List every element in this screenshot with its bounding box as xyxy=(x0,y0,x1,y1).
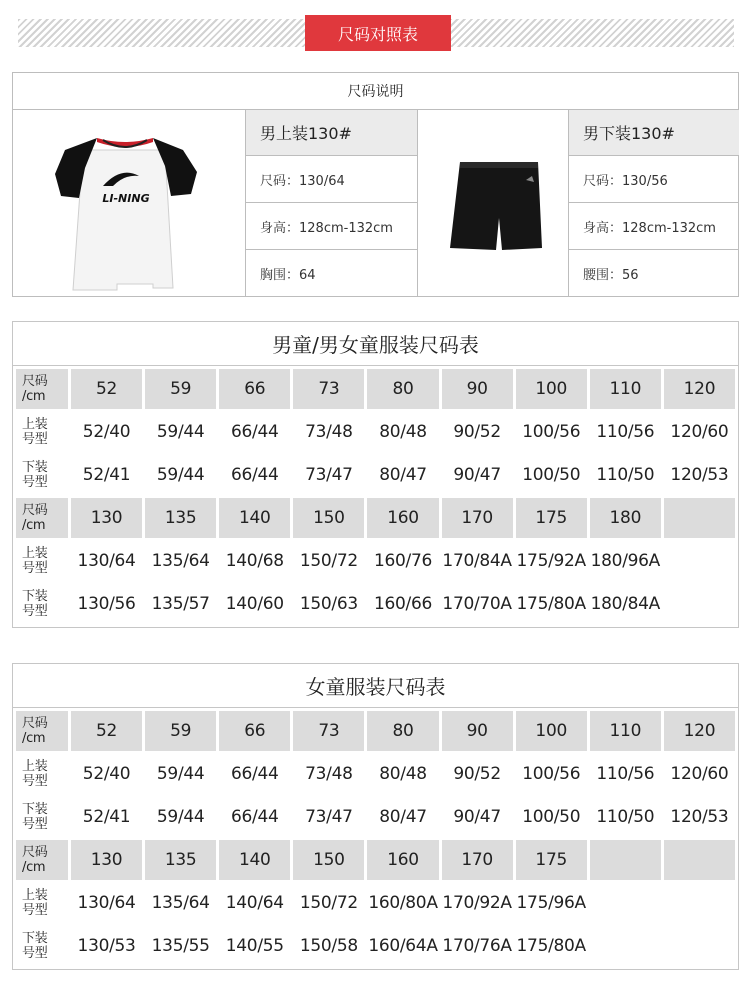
size-header-cell: 66 xyxy=(219,711,290,751)
size-cell: 52/41 xyxy=(71,797,142,837)
row-label-line: 尺码 xyxy=(22,374,48,389)
size-cell: 130/64 xyxy=(71,883,142,923)
row-label-line: 号型 xyxy=(22,432,48,447)
size-header-cell: 100 xyxy=(516,369,587,409)
size-header-cell: 110 xyxy=(590,711,661,751)
top-info-chest: 胸围：64 xyxy=(260,268,316,283)
size-header-cell: 180 xyxy=(590,498,661,538)
size-cell: 130/53 xyxy=(71,926,142,966)
size-cell: 100/50 xyxy=(516,455,587,495)
size-cell: 135/55 xyxy=(145,926,216,966)
size-cell: 52/40 xyxy=(71,754,142,794)
top-info-name: 男上装130# xyxy=(246,110,417,156)
row-label-line: /cm xyxy=(22,731,46,746)
row-label-line: 号型 xyxy=(22,903,48,918)
row-label-line: 号型 xyxy=(22,604,48,619)
row-label xyxy=(16,840,68,880)
row-label-line: 上装 xyxy=(22,759,48,774)
size-header-cell: 150 xyxy=(293,498,364,538)
size-cell: 73/47 xyxy=(293,797,364,837)
size-header-cell xyxy=(664,498,735,538)
bottom-info-name: 男下装130# xyxy=(569,110,739,156)
row-label xyxy=(16,584,68,624)
size-cell: 120/60 xyxy=(664,754,735,794)
size-cell: 90/47 xyxy=(442,797,513,837)
row-label-line: 上装 xyxy=(22,888,48,903)
size-header-cell: 100 xyxy=(516,711,587,751)
boys-size-table xyxy=(12,321,739,628)
size-header-cell: 120 xyxy=(664,711,735,751)
row-label-line: 号型 xyxy=(22,817,48,832)
table-row xyxy=(16,711,735,751)
size-header-cell: 110 xyxy=(590,369,661,409)
size-cell: 170/70A xyxy=(442,584,513,624)
row-label-line: 下装 xyxy=(22,589,48,604)
size-cell: 80/48 xyxy=(367,412,438,452)
size-cell: 140/64 xyxy=(219,883,290,923)
size-cell: 130/64 xyxy=(71,541,142,581)
bottom-info xyxy=(568,110,739,297)
size-header-cell: 170 xyxy=(442,840,513,880)
size-cell: 52/41 xyxy=(71,455,142,495)
size-header-cell: 150 xyxy=(293,840,364,880)
size-header-cell: 90 xyxy=(442,369,513,409)
size-cell xyxy=(590,926,661,966)
size-cell: 80/47 xyxy=(367,797,438,837)
size-cell: 140/68 xyxy=(219,541,290,581)
bottom-info-size: 尺码：130/56 xyxy=(569,156,739,203)
girls-table-title: 女童服装尺码表 xyxy=(13,664,738,708)
size-header-cell: 66 xyxy=(219,369,290,409)
size-cell: 150/72 xyxy=(293,541,364,581)
boys-table-grid xyxy=(13,366,738,627)
row-label xyxy=(16,455,68,495)
size-cell: 66/44 xyxy=(219,455,290,495)
size-header-cell: 120 xyxy=(664,369,735,409)
size-cell: 160/66 xyxy=(367,584,438,624)
size-cell: 175/80A xyxy=(516,926,587,966)
size-header-cell: 130 xyxy=(71,840,142,880)
size-cell xyxy=(664,584,735,624)
size-cell: 170/92A xyxy=(442,883,513,923)
size-cell: 120/53 xyxy=(664,455,735,495)
size-header-cell: 140 xyxy=(219,840,290,880)
bottom-info-waist: 腰围：56 xyxy=(583,268,639,283)
size-cell: 175/96A xyxy=(516,883,587,923)
size-cell: 175/80A xyxy=(516,584,587,624)
row-label xyxy=(16,883,68,923)
size-cell: 52/40 xyxy=(71,412,142,452)
size-cell: 180/84A xyxy=(590,584,661,624)
size-cell: 110/50 xyxy=(590,455,661,495)
row-label-line: 尺码 xyxy=(22,845,48,860)
size-cell: 59/44 xyxy=(145,754,216,794)
size-header-cell: 52 xyxy=(71,711,142,751)
table-row xyxy=(16,797,735,837)
shorts-image xyxy=(418,110,568,297)
size-header-cell: 80 xyxy=(367,711,438,751)
size-cell: 120/53 xyxy=(664,797,735,837)
size-header-cell: 140 xyxy=(219,498,290,538)
size-header-cell: 52 xyxy=(71,369,142,409)
girls-table-grid xyxy=(13,708,738,969)
row-label-line: 尺码 xyxy=(22,716,48,731)
size-header-cell: 73 xyxy=(293,369,364,409)
size-cell: 90/52 xyxy=(442,412,513,452)
size-header-cell: 170 xyxy=(442,498,513,538)
size-cell xyxy=(590,883,661,923)
size-cell: 100/56 xyxy=(516,754,587,794)
row-label-line: 号型 xyxy=(22,561,48,576)
row-label-line: 下装 xyxy=(22,931,48,946)
size-cell: 90/47 xyxy=(442,455,513,495)
size-cell: 150/72 xyxy=(293,883,364,923)
size-cell: 170/76A xyxy=(442,926,513,966)
size-header-cell: 160 xyxy=(367,840,438,880)
row-label-line: 号型 xyxy=(22,774,48,789)
row-label-line: 号型 xyxy=(22,946,48,961)
size-cell xyxy=(664,541,735,581)
row-label-line: /cm xyxy=(22,860,46,875)
size-cell: 120/60 xyxy=(664,412,735,452)
size-cell: 73/47 xyxy=(293,455,364,495)
shirt-logo-text: LI-NING xyxy=(102,192,150,205)
row-label xyxy=(16,541,68,581)
size-cell: 160/76 xyxy=(367,541,438,581)
size-cell: 59/44 xyxy=(145,412,216,452)
size-cell: 90/52 xyxy=(442,754,513,794)
size-header-cell: 59 xyxy=(145,369,216,409)
page-header xyxy=(18,15,734,51)
row-label xyxy=(16,412,68,452)
table-row xyxy=(16,584,735,624)
boys-table-title: 男童/男女童服装尺码表 xyxy=(13,322,738,366)
size-cell: 150/58 xyxy=(293,926,364,966)
size-cell xyxy=(664,926,735,966)
size-cell: 140/60 xyxy=(219,584,290,624)
size-header-cell: 135 xyxy=(145,840,216,880)
size-cell: 135/64 xyxy=(145,883,216,923)
top-info-height: 身高：128cm-132cm xyxy=(246,203,417,250)
girls-size-table xyxy=(12,663,739,970)
size-header-cell xyxy=(664,840,735,880)
table-row xyxy=(16,498,735,538)
table-row xyxy=(16,455,735,495)
size-cell: 160/80A xyxy=(367,883,438,923)
size-description-panel xyxy=(12,72,739,297)
size-cell: 110/56 xyxy=(590,412,661,452)
size-cell: 59/44 xyxy=(145,797,216,837)
row-label-line: 上装 xyxy=(22,546,48,561)
size-cell: 66/44 xyxy=(219,797,290,837)
row-label xyxy=(16,498,68,538)
size-header-cell: 80 xyxy=(367,369,438,409)
top-info-size: 尺码：130/64 xyxy=(246,156,417,203)
size-header-cell: 175 xyxy=(516,840,587,880)
row-label xyxy=(16,926,68,966)
row-label-line: 号型 xyxy=(22,475,48,490)
size-header-cell: 160 xyxy=(367,498,438,538)
size-cell: 66/44 xyxy=(219,754,290,794)
tshirt-image xyxy=(13,110,245,297)
size-cell: 110/56 xyxy=(590,754,661,794)
size-cell: 73/48 xyxy=(293,412,364,452)
size-header-cell: 90 xyxy=(442,711,513,751)
table-row xyxy=(16,412,735,452)
row-label xyxy=(16,797,68,837)
size-cell: 175/92A xyxy=(516,541,587,581)
size-cell xyxy=(664,883,735,923)
size-cell: 135/64 xyxy=(145,541,216,581)
size-header-cell: 73 xyxy=(293,711,364,751)
table-row xyxy=(16,926,735,966)
size-cell: 59/44 xyxy=(145,455,216,495)
row-label-line: 下装 xyxy=(22,460,48,475)
size-cell: 73/48 xyxy=(293,754,364,794)
size-header-cell: 130 xyxy=(71,498,142,538)
row-label-line: 上装 xyxy=(22,417,48,432)
size-header-cell: 135 xyxy=(145,498,216,538)
size-header-cell: 175 xyxy=(516,498,587,538)
page-title: 尺码对照表 xyxy=(305,15,451,51)
size-header-cell xyxy=(590,840,661,880)
top-info xyxy=(245,110,418,297)
size-cell: 80/47 xyxy=(367,455,438,495)
size-cell: 100/56 xyxy=(516,412,587,452)
table-row xyxy=(16,883,735,923)
table-row xyxy=(16,541,735,581)
row-label-line: /cm xyxy=(22,518,46,533)
table-row xyxy=(16,754,735,794)
size-cell: 130/56 xyxy=(71,584,142,624)
size-cell: 66/44 xyxy=(219,412,290,452)
size-cell: 135/57 xyxy=(145,584,216,624)
size-cell: 160/64A xyxy=(367,926,438,966)
size-cell: 140/55 xyxy=(219,926,290,966)
size-header-cell: 59 xyxy=(145,711,216,751)
size-cell: 80/48 xyxy=(367,754,438,794)
row-label xyxy=(16,754,68,794)
bottom-info-height: 身高：128cm-132cm xyxy=(569,203,739,250)
size-cell: 150/63 xyxy=(293,584,364,624)
size-cell: 180/96A xyxy=(590,541,661,581)
row-label xyxy=(16,711,68,751)
row-label-line: 尺码 xyxy=(22,503,48,518)
row-label-line: 下装 xyxy=(22,802,48,817)
size-cell: 100/50 xyxy=(516,797,587,837)
size-cell: 110/50 xyxy=(590,797,661,837)
size-description-title: 尺码说明 xyxy=(13,73,738,110)
size-cell: 170/84A xyxy=(442,541,513,581)
row-label-line: /cm xyxy=(22,389,46,404)
row-label xyxy=(16,369,68,409)
table-row xyxy=(16,840,735,880)
table-row xyxy=(16,369,735,409)
